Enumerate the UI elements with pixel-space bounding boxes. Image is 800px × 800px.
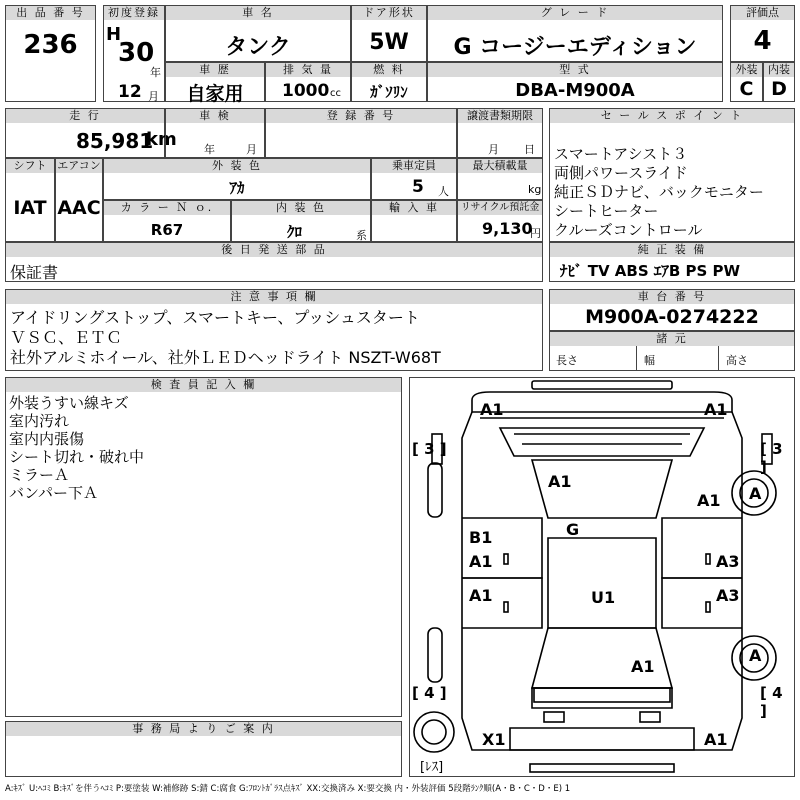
inspector-lines: [9, 394, 401, 502]
fuel-box: [351, 62, 427, 102]
mileage-label: 走 行: [6, 109, 164, 123]
score: 4: [753, 26, 772, 56]
import-box: [371, 200, 457, 242]
map-left-3: [ 3 ]: [412, 440, 447, 458]
history: 自家用: [186, 83, 244, 105]
map-right-a3-rear: A3: [716, 586, 740, 605]
lot-number-label: 出 品 番 号: [6, 6, 95, 20]
map-rear-a1: A1: [631, 657, 655, 676]
first-registration-box: [103, 5, 165, 102]
car-diagram: [410, 378, 794, 776]
regno-label: 登 録 番 号: [266, 109, 456, 123]
sales-point: クルーズコントロール: [554, 221, 703, 239]
map-front-left: A1: [480, 400, 504, 419]
recycle-label: リサイクル預託金: [458, 201, 542, 215]
inspector-line: バンパー下Ａ: [9, 484, 98, 502]
map-wheel-rear-right: A: [749, 646, 762, 665]
model-label: 型 式: [428, 63, 722, 77]
recycle: 9,130: [482, 219, 533, 238]
dims-box: [549, 331, 795, 371]
score-label: 評価点: [731, 6, 794, 20]
grade-label: グ レ ー ド: [428, 6, 722, 20]
inspection-year-unit: 年: [204, 143, 215, 156]
interior-grade: D: [771, 78, 787, 100]
door-box: [351, 5, 427, 62]
inspector-line: 室内汚れ: [9, 412, 70, 430]
inspector-line: 外装うすい線キズ: [9, 394, 129, 412]
capacity-box: [371, 158, 457, 200]
dims-length: 長さ: [556, 354, 578, 367]
int-color-unit: 系: [356, 229, 367, 242]
lot-number-box: [5, 5, 96, 102]
map-left-a1-rear: A1: [469, 586, 493, 605]
later-parts-label: 後 日 発 送 部 品: [6, 243, 542, 257]
dims-width: 幅: [644, 354, 655, 367]
car-name-label: 車 名: [166, 6, 350, 20]
colorno: R67: [150, 221, 184, 239]
exterior-box: [730, 62, 763, 102]
recycle-unit: 円: [530, 227, 541, 240]
chassis-label: 車 台 番 号: [550, 290, 794, 304]
notes-lines: [10, 308, 542, 368]
color-label: 外 装 色: [104, 159, 370, 173]
transfer-month-unit: 月: [488, 143, 499, 156]
map-rear-right: A1: [704, 730, 728, 749]
inspector-box: [5, 377, 402, 717]
map-roof: A1: [548, 472, 572, 491]
door-label: ドア形状: [352, 6, 426, 20]
first-registration-label: 初度登録: [104, 6, 164, 20]
note-line: アイドリングストップ、スマートキー、プッシュスタート: [10, 308, 420, 327]
legend-footer: A:ｷｽﾞ U:ﾍｺﾐ B:ｷｽﾞを伴うﾍｺﾐ P:要塗装 W:補修跡 S:錆 C:腐食 G:ﾌﾛﾝﾄｶﾞﾗｽ点ｷｽﾞ XX:交換済み X:要交換 内・外装評価 5段階ﾗﾝｸ順(A・B・C・D・E) 1: [5, 784, 571, 794]
ac-box: [55, 158, 103, 242]
note-line: 社外アルミホイール、社外ＬＥＤヘッドライト NSZT-W68T: [10, 348, 441, 367]
later-parts: 保証書: [10, 263, 59, 282]
fuel: ｶﾞｿﾘﾝ: [370, 83, 408, 101]
transfer-day-unit: 日: [524, 143, 535, 156]
mileage-unit: km: [146, 129, 177, 150]
equip-label: 純 正 装 備: [550, 243, 794, 257]
displacement: 1000: [282, 81, 330, 101]
inspector-line: 室内内張傷: [9, 430, 85, 448]
load-box: [457, 158, 543, 200]
map-right-a3: A3: [716, 552, 740, 571]
mileage: 85,981: [76, 129, 154, 153]
capacity-label: 乗車定員: [372, 159, 456, 173]
dims-label: 諸 元: [550, 332, 794, 346]
import-label: 輸 入 車: [372, 201, 456, 215]
later-parts-box: [5, 242, 543, 282]
dims-row: [550, 346, 794, 370]
regno-box: [265, 108, 457, 158]
int-color: ｸﾛ: [287, 223, 303, 241]
chassis-box: [549, 289, 795, 331]
map-right-3: [ 3 ]: [760, 440, 783, 476]
load-label: 最大積載量: [458, 159, 542, 173]
interior-box: [763, 62, 795, 102]
model: DBA-M900A: [515, 80, 635, 101]
sales-points: [554, 145, 794, 240]
inspector-line: ミラーＡ: [9, 466, 70, 484]
map-wheel-front-right: A: [749, 484, 762, 503]
int-color-box: [231, 200, 371, 242]
car-map-box: [409, 377, 795, 777]
era: H: [106, 24, 122, 45]
sales-point: 両側パワースライド: [554, 164, 688, 182]
chassis-number: M900A-0274222: [585, 306, 759, 328]
ac-label: エアコン: [57, 159, 101, 172]
sales-point: スマートアシスト３: [554, 145, 688, 163]
month-unit: 月: [148, 90, 159, 103]
inspection-box: [165, 108, 265, 158]
capacity: 5: [412, 177, 424, 197]
inspection-month-unit: 月: [246, 143, 257, 156]
sales-box: [549, 108, 795, 242]
transfer-box: [457, 108, 543, 158]
shift-label: シフト: [6, 159, 54, 173]
map-glass: G: [566, 520, 580, 539]
sales-point: シートヒーター: [554, 202, 659, 220]
car-name-box: [165, 5, 351, 62]
reg-month: 12: [118, 82, 142, 102]
interior-label: 内装: [764, 63, 794, 77]
inspector-label: 検 査 員 記 入 欄: [6, 378, 401, 392]
sales-label: セ ー ル ス ポ イ ン ト: [550, 109, 794, 123]
mileage-box: [5, 108, 177, 158]
map-left-4: [ 4 ]: [412, 684, 447, 702]
history-label: 車 歴: [166, 63, 264, 77]
int-color-label: 内 装 色: [232, 201, 370, 215]
exterior-label: 外装: [731, 63, 762, 77]
color: ｱｶ: [229, 179, 245, 197]
map-left-a1: A1: [469, 552, 493, 571]
fuel-label: 燃 料: [352, 63, 426, 77]
inspector-line: シート切れ・破れ中: [9, 448, 145, 466]
map-u1: U1: [591, 588, 616, 607]
lot-number: 236: [23, 30, 78, 60]
notes-box: [5, 289, 543, 371]
map-spare-less: [ﾚｽ]: [420, 760, 444, 775]
load-unit: kg: [528, 183, 542, 196]
capacity-unit: 人: [438, 185, 449, 198]
map-right-door: A1: [697, 491, 721, 510]
sales-point: 純正ＳＤナビ、バックモニター: [554, 183, 764, 201]
displacement-label: 排 気 量: [266, 63, 350, 77]
dims-divider: [636, 346, 637, 370]
displacement-unit: cc: [330, 88, 341, 99]
map-right-4: [ 4 ]: [760, 684, 783, 720]
inspection-label: 車 検: [166, 109, 264, 123]
ac: AAC: [57, 197, 101, 219]
score-box: [730, 5, 795, 62]
equip: ﾅﾋﾞ TV ABS ｴｱB PS PW: [560, 262, 741, 280]
office-label: 事 務 局 よ り ご 案 内: [6, 722, 401, 736]
recycle-box: [457, 200, 543, 242]
grade-box: [427, 5, 723, 62]
history-box: [165, 62, 265, 105]
note-line: ＶＳＣ、ＥＴＣ: [10, 328, 123, 347]
map-front-right: A1: [704, 400, 728, 419]
map-rear-left: X1: [482, 730, 506, 749]
reg-year: 30: [118, 38, 155, 68]
dims-height: 高さ: [726, 354, 748, 367]
car-name: タンク: [225, 35, 291, 60]
shift-box: [5, 158, 55, 242]
model-box: [427, 62, 723, 102]
exterior-grade: C: [739, 78, 754, 100]
office-box: [5, 721, 402, 777]
transfer-label: 譲渡書類期限: [458, 109, 542, 123]
displacement-box: [265, 62, 351, 102]
colorno-box: [103, 200, 231, 242]
map-left-b1: B1: [469, 528, 493, 547]
color-box: [103, 158, 371, 200]
equip-box: [549, 242, 795, 282]
door-type: 5W: [369, 30, 409, 55]
notes-label: 注 意 事 項 欄: [6, 290, 542, 304]
grade: G コージーエディション: [453, 35, 697, 60]
year-unit: 年: [150, 66, 161, 79]
dims-divider: [718, 346, 719, 370]
colorno-label: カ ラ ー Ｎ ｏ.: [104, 201, 230, 215]
shift: IAT: [13, 197, 47, 219]
